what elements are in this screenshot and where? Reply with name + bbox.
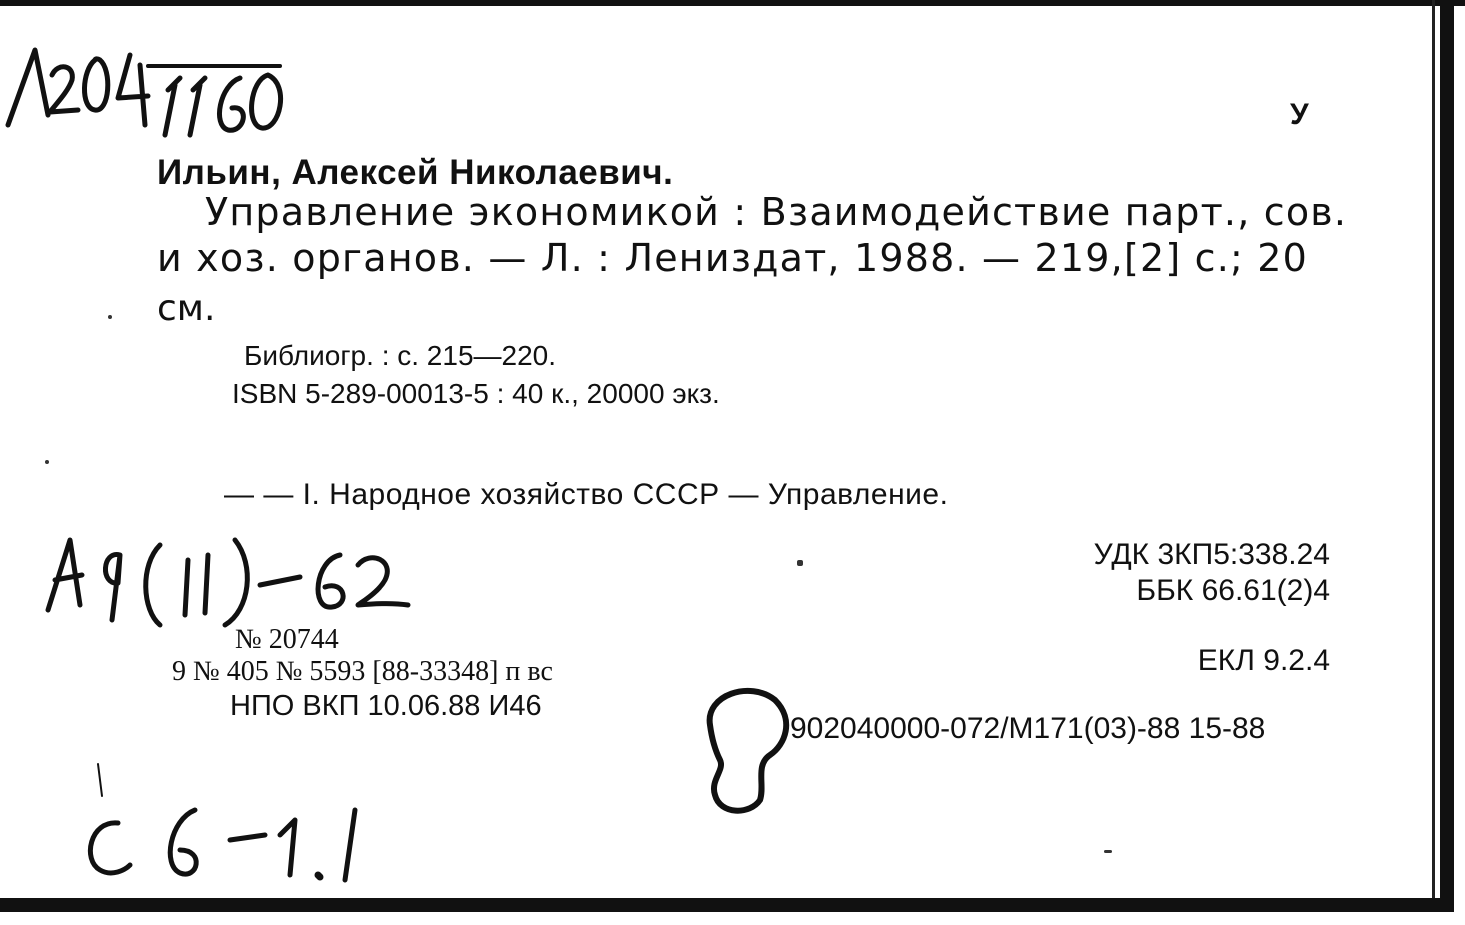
card-letter: У (1290, 98, 1309, 131)
isbn-note: ISBN 5-289-00013-5 : 40 к., 20000 экз. (232, 378, 720, 409)
catalog-code: 902040000-072/М171(03)-88 15-88 (790, 712, 1266, 745)
print-numbers: 9 № 405 № 5593 [88-33348] п вс (172, 656, 553, 687)
print-speck (108, 315, 112, 319)
publisher-imprint: НПО ВКП 10.06.88 И46 (230, 690, 542, 722)
margin-tick-mark (90, 760, 110, 800)
handwritten-location-code (80, 795, 380, 895)
subject-heading: — — I. Народное хозяйство СССР — Управление. (224, 478, 949, 511)
print-speck (1104, 850, 1112, 853)
handwritten-shelfmark (0, 30, 320, 140)
ekl-code: ЕКЛ 9.2.4 (1197, 644, 1330, 677)
title-line-3: см. (157, 288, 216, 329)
print-speck (45, 460, 49, 464)
card-right-border (1440, 0, 1454, 910)
card-bottom-border (0, 898, 1454, 912)
bibliography-note: Библиогр. : с. 215—220. (244, 340, 557, 371)
handwritten-classification (40, 525, 420, 635)
title-line-2: и хоз. органов. — Л. : Лениздат, 1988. — 219,[2] с.; 20 (157, 236, 1309, 280)
card-top-border (0, 0, 1465, 6)
card-number: № 20744 (235, 624, 339, 655)
punch-hole-mark (690, 675, 800, 825)
udk-code: УДК 3КП5:338.24 (1093, 538, 1330, 571)
title-line-1: Управление экономикой : Взаимодействие парт., сов. (205, 190, 1348, 234)
bbk-code: ББК 66.61(2)4 (1136, 574, 1330, 607)
print-speck (797, 560, 803, 566)
card-inner-right-border (1432, 0, 1435, 898)
author-heading: Ильин, Алексей Николаевич. (157, 153, 674, 192)
